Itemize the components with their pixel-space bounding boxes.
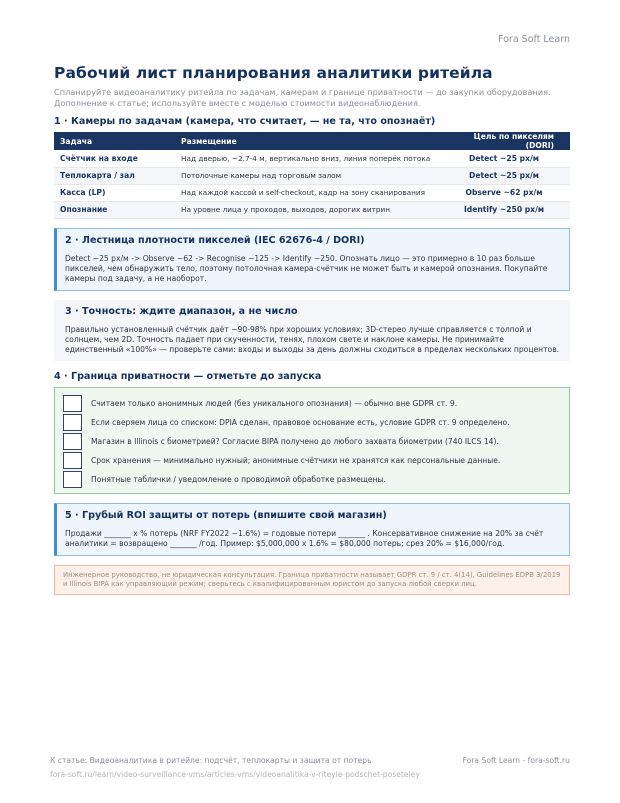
row-target: Identify ~250 px/м [438, 201, 570, 218]
table-row [54, 184, 570, 201]
checkbox[interactable] [63, 395, 82, 412]
checklist-item [63, 413, 561, 432]
table-row [54, 167, 570, 184]
row-task: Касса (LP) [54, 184, 175, 201]
checkbox[interactable] [63, 414, 82, 431]
roi-box [54, 503, 570, 556]
brand-header: Fora Soft Learn [497, 34, 570, 45]
section3-body: Правильно установленный счётчик даёт ~90-98% при хороших условиях; 3D-стерео лучше справляется с толпой и солнцем, чем 2D. Точность падает при скученности, тенях, плохом свете и наклоне камеры. Не принимайте единственный «100%» — проверьте сами: входы и выходы за день должны сходиться в пределах нескольких процентов. [65, 324, 560, 354]
section2-body: Detect ~25 px/м -> Observe ~62 -> Recognise ~125 -> Identify ~250. Опознать лицо — это примерно в 10 раз больше пикселей, чем обнаружить тело, поэтому потолочная камера-счётчик не может быть и камерой опознания. Покупайте камеры под задачу, а не наоборот. [65, 253, 548, 283]
checklist-item-label: Понятные таблички / уведомление о проводимой обработке размещены. [91, 474, 386, 484]
disclaimer-box [54, 565, 570, 595]
checklist-item [63, 470, 561, 489]
worksheet [54, 64, 570, 595]
table-row [54, 150, 570, 167]
table-header-row [54, 132, 570, 150]
checklist-item-label: Магазин в Illinois с биометрией? Согласие BIPA получено до любого захвата биометрии (740 ILCS 14). [91, 436, 499, 446]
intro-text: Спланируйте видеоаналитику ритейла по задачам, камерам и границе приватности — до закупки оборудования. Дополнение к статье; используйте вместе с моделью стоимости видеонаблюдения. [54, 87, 551, 108]
footer-url[interactable]: fora-soft.ru/learn/video-surveillance-vms/articles-vms/videoanalitika-v-riteyle-podschet-poseteley [50, 770, 420, 779]
privacy-checklist [54, 387, 570, 494]
header-target: Цель по пикселям (DORI) [473, 132, 554, 150]
page-title: Рабочий лист планирования аналитики ритейла [54, 64, 493, 82]
checklist-item-label: Если сверяем лица со списком: DPIA сделан, правовое основание есть, условие GDPR ст. 9 определено. [91, 417, 510, 427]
section5-title: 5 · Грубый ROI защиты от потерь (впишите свой магазин) [65, 509, 387, 521]
section1-title: 1 · Камеры по задачам (камера, что считает, — не та, что опознаёт) [54, 116, 436, 127]
row-placement: На уровне лица у проходов, выходов, дорогих витрин [175, 201, 438, 218]
camera-task-table [54, 132, 570, 219]
section4-title: 4 · Граница приватности — отметьте до запуска [54, 370, 322, 382]
row-placement: Потолочные камеры над торговым залом [175, 167, 438, 184]
row-target: Detect ~25 px/м [438, 150, 570, 167]
checkbox[interactable] [63, 433, 82, 450]
checklist-item [63, 432, 561, 451]
table-row [54, 201, 570, 218]
accuracy-box [54, 300, 570, 361]
checkbox[interactable] [63, 471, 82, 488]
section5-body: Продажи _______ x % потерь (NRF FY2022 ~1.6%) = годовые потери _______ . Консервативное снижение на 20% за счёт аналитики = возвращено _______ /год. Пример: $5,000,000 x 1.6% = $80,000 потерь; срез 20% = $16,000/год. [65, 528, 544, 548]
disclaimer-text: Инженерное руководство, не юридическая консультация. Граница приватности называет GDPR ст. 9 / ст. 4(14), Guidelines EDPB 3/2019 и Illinois BIPA как управляющий режим; сверьтесь с квалифицированным юристом до запуска любой сверки лиц. [63, 570, 561, 588]
checklist-item-label: Считаем только анонимных людей (без уникального опознания) — обычно вне GDPR ст. 9. [91, 398, 458, 408]
pixel-density-box [54, 228, 570, 291]
row-task: Опознание [54, 201, 175, 218]
section3-title: 3 · Точность: ждите диапазон, а не число [65, 305, 298, 317]
row-placement: Над каждой кассой и self-checkout, кадр на зону сканирования [175, 184, 438, 201]
row-task: Теплокарта / зал [54, 167, 175, 184]
footer-brand: Fora Soft Learn - fora-soft.ru [462, 756, 570, 765]
checklist-item [63, 451, 561, 470]
row-placement: Над дверью, ~2.7-4 м, вертикально вниз, линия поперёк потока [175, 150, 438, 167]
footer-article-link[interactable]: К статье: Видеоаналитика в ритейле: подсчёт, теплокарты и защита от потерь [50, 756, 372, 765]
row-target: Detect ~25 px/м [438, 167, 570, 184]
row-target: Observe ~62 px/м [438, 184, 570, 201]
section2-title: 2 · Лестница плотности пикселей (IEC 62676-4 / DORI) [65, 234, 365, 246]
checklist-item [63, 394, 561, 413]
header-placement: Размещение [181, 136, 237, 146]
checklist-item-label: Срок хранения — минимально нужный; анонимные счётчики не хранятся как персональные данные. [91, 455, 501, 465]
checkbox[interactable] [63, 452, 82, 469]
header-task: Задача [60, 136, 93, 146]
row-task: Счётчик на входе [54, 150, 175, 167]
